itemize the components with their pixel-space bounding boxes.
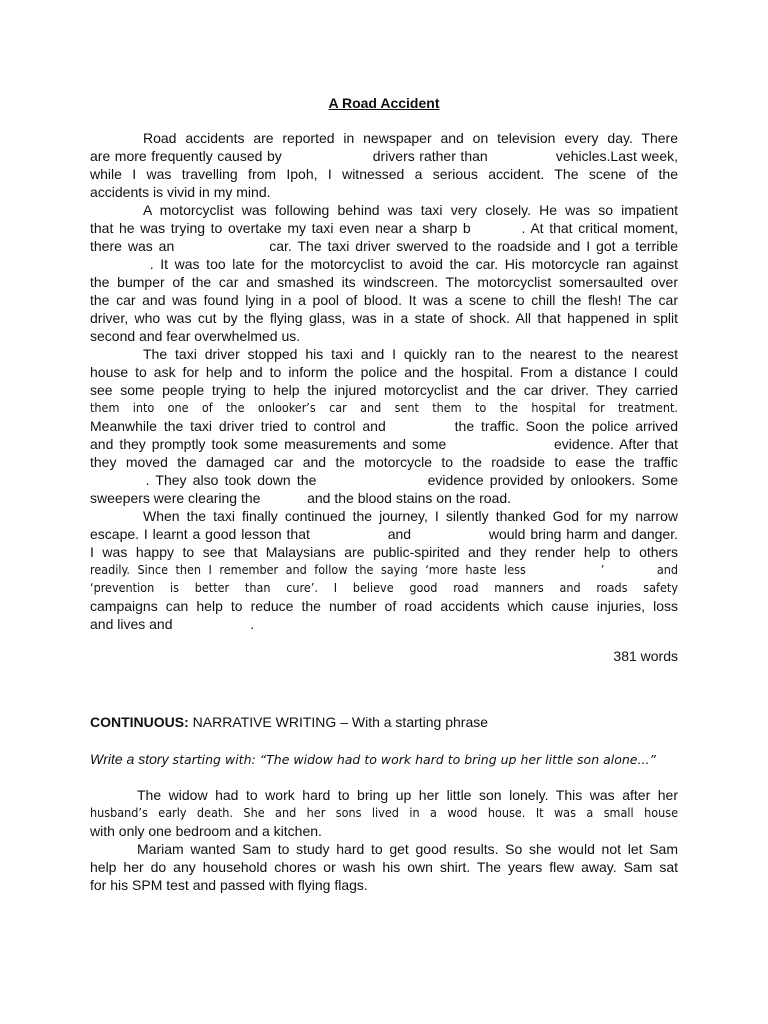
prompt-lead: Write a story [90, 751, 169, 767]
essay-line: campaigns can help to reduce the number of road accidents which cause injuries, loss [90, 598, 678, 614]
essay-line: second and fear overwhelmed us. [90, 328, 301, 344]
essay-line: while I was travelling from Ipoh, I witnessed a serious accident. The scene of the [90, 166, 678, 182]
essay-line: that he was trying to overtake my taxi even near a sharp b . At that critical moment, [90, 220, 678, 236]
essay-line: Road accidents are reported in newspaper and on television every day. There [143, 130, 678, 146]
story-line: husband’s early death. She and her sons lived in a wood house. It was a small house [90, 805, 678, 820]
word-count: 381 words [613, 648, 678, 664]
essay-line: sweepers were clearing the and the blood stains on the road. [90, 490, 512, 506]
prompt-text: starting with: “The widow had to work hard to bring up her little son alone...” [168, 752, 656, 767]
essay-line: are more frequently caused by drivers rather than vehicles.Last week, [90, 148, 678, 164]
essay-line: accidents is vivid in my mind. [90, 184, 271, 200]
essay-title: A Road Accident [328, 95, 440, 111]
essay-line: . They also took down the evidence provided by onlookers. Some [90, 472, 678, 488]
section-title: NARRATIVE WRITING – With a starting phrase [188, 714, 489, 730]
section-heading [90, 713, 488, 731]
essay-line: they moved the damaged car and the motorcycle to the roadside to ease the traffic [90, 454, 678, 470]
story-line: with only one bedroom and a kitchen. [90, 823, 322, 839]
essay-line: house to ask for help and to inform the police and the hospital. From a distance I could [90, 364, 678, 380]
story-line: for his SPM test and passed with flying flags. [90, 877, 368, 893]
essay-line: driver, who was cut by the flying glass, was in a state of shock. All that happened in split [90, 310, 678, 326]
essay-line: Meanwhile the taxi driver tried to control and the traffic. Soon the police arrived [90, 418, 678, 434]
essay-line: them into one of the onlooker’s car and sent them to the hospital for treatment. [90, 400, 678, 415]
essay-line: the bumper of the car and smashed its windscreen. The motorcyclist somersaulted over [90, 274, 678, 290]
story-line: help her do any household chores or wash his own shirt. The years flew away. Sam sat [90, 859, 678, 875]
essay-line: The taxi driver stopped his taxi and I quickly ran to the nearest to the nearest [143, 346, 678, 362]
section-label: CONTINUOUS: [90, 714, 189, 730]
essay-line: When the taxi finally continued the journey, I silently thanked God for my narrow [143, 508, 678, 524]
essay-line: see some people trying to help the injured motorcyclist and the car driver. They carried [90, 382, 678, 398]
essay-line: and they promptly took some measurements and some evidence. After that [90, 436, 678, 452]
essay-line: ‘prevention is better than cure’. I believe good road manners and roads safety [90, 580, 678, 595]
essay-line: the car and was found lying in a pool of blood. It was a scene to chill the flesh! The car [90, 292, 678, 308]
essay-line: and lives and . [90, 616, 255, 632]
essay-line: escape. I learnt a good lesson that and would bring harm and danger. [90, 526, 678, 542]
story-line: Mariam wanted Sam to study hard to get good results. So she would not let Sam [137, 841, 678, 857]
essay-line: I was happy to see that Malaysians are public-spirited and they render help to others [90, 544, 678, 560]
essay-line: A motorcyclist was following behind was taxi very closely. He was so impatient [143, 202, 678, 218]
essay-line: readily. Since then I remember and follow the saying ‘more haste less ’ and [90, 562, 678, 577]
essay-line: . It was too late for the motorcyclist to avoid the car. His motorcycle ran against [90, 256, 678, 272]
story-line: The widow had to work hard to bring up her little son lonely. This was after her [137, 787, 678, 803]
essay-line: there was an car. The taxi driver swerved to the roadside and I got a terrible [90, 238, 678, 254]
writing-prompt [90, 750, 656, 769]
